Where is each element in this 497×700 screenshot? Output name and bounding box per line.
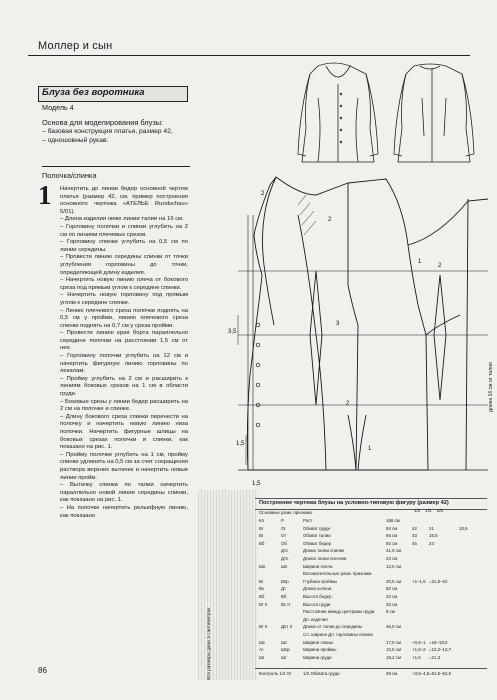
table-cell: 18,2 см xyxy=(386,654,401,660)
table-cell: +0,5–1 xyxy=(412,639,426,645)
dim-label: 1,5 xyxy=(252,481,261,487)
table-cell: Длина талии полочки xyxy=(303,556,347,561)
paragraph: – Вытачку спинки по талии начертить параллельно новой линии середины спинки, как показано на рис. 1. xyxy=(60,482,188,504)
table-cell: 84 см xyxy=(386,525,398,531)
instructions-text xyxy=(60,186,188,520)
dim-label: 1,5 xyxy=(236,441,245,447)
dim-label: 1 xyxy=(368,446,372,452)
table-cell: 66 см xyxy=(386,533,398,539)
dim-label: 3,5 xyxy=(228,329,237,335)
table-cell: Высота груди xyxy=(303,601,331,607)
table-cell: Шг xyxy=(259,654,265,660)
paragraph: – Горловину полочки и спинки углубить на 2 см по линиям плечевых срезов. xyxy=(60,223,188,238)
table-cell: 10,5 xyxy=(459,525,468,531)
basis-item: – одношовный рукав. xyxy=(42,136,109,144)
paragraph: Начертить до линии бедер основной чертеж платья (размер 42, см. пример построения основного чертежа «АТЕЛЬЕ Rundschau» 5/01). xyxy=(60,186,188,215)
table-cell: Шп xyxy=(281,563,288,569)
dim-label: 1 xyxy=(418,259,422,265)
table-cell: Об xyxy=(281,540,287,546)
table-cell: =51,5–52,5 xyxy=(429,671,452,676)
table-cell: 33 xyxy=(412,533,417,539)
dim-label: 2 xyxy=(261,191,265,197)
table-rule xyxy=(255,498,487,499)
dim-label: 2 xyxy=(438,263,442,269)
table-cell: Дпт II xyxy=(281,624,293,630)
table-cell: +1–1,5 xyxy=(412,578,426,584)
paragraph: – Начертить новую горловину под прямым углом к середине спинки. xyxy=(60,292,188,306)
table-cell: +1,5 xyxy=(412,654,421,660)
table-cell: Ширина проймы xyxy=(303,647,337,653)
table-cell: Расстояние между центрами груди xyxy=(303,609,375,615)
table-cell: =21,5–22 xyxy=(429,578,448,584)
running-header: Моллер и сын xyxy=(38,40,113,52)
col-header: 1/4 xyxy=(425,508,432,513)
table-cell: 10,5 см xyxy=(386,647,401,653)
basis-heading: Основа для моделирования блузы: xyxy=(42,118,164,127)
table-cell: +3,5–4,5 xyxy=(412,671,430,676)
table-cell: Обхват бедер xyxy=(303,540,332,546)
table-cell: 46 xyxy=(412,540,417,546)
table-cell: Кл xyxy=(259,518,265,523)
table-cell: Ширина груди xyxy=(303,654,332,660)
table-cell: +1,5–2 xyxy=(412,647,426,653)
table-cell: 16,5 xyxy=(429,533,438,539)
table-cell: Вб xyxy=(281,594,287,599)
table-cell: 60 см xyxy=(386,586,398,592)
table-cell: 17,5 см xyxy=(386,639,401,645)
side-slit-front xyxy=(348,415,356,470)
side-slit-back xyxy=(358,415,366,470)
table-cell: 20,5 см xyxy=(386,578,401,584)
table-subheader: Основные разм. признаки xyxy=(259,510,312,515)
table-cell: Обхват груди xyxy=(303,525,330,531)
table-cell: Высота бедер xyxy=(303,594,332,599)
table-cell: Вс II xyxy=(281,601,290,607)
back-armhole xyxy=(426,315,460,335)
buttons xyxy=(256,323,260,427)
table-cell: Вг xyxy=(259,578,264,584)
table-cell: Дл. изделия xyxy=(303,616,328,622)
table-cell: =12,2–12,7 xyxy=(429,647,452,653)
table-cell: 26 см xyxy=(386,601,398,607)
paragraph: – Горловину полочки углубить на 12 см и начертить фигурную линию горловины по лекалам. xyxy=(60,353,188,375)
table-cell: 9 см xyxy=(386,609,395,615)
back-outline xyxy=(348,179,428,470)
table-cell: 168 см xyxy=(386,518,400,523)
article-title: Блуза без воротника xyxy=(42,87,145,98)
basis-item: – базовая конструкция платья, размер 42, xyxy=(42,128,173,135)
table-cell: Вг xyxy=(259,525,264,531)
paragraph: – Линию плечевого среза полочки поднять на 0,5 см у пройми, линию плечевого среза спинки поднять на 0,7 см у среза пройми. xyxy=(60,307,188,329)
paragraph: – Провести линию края борта параллельно середине полочки на расстоянии 1,5 см от нее. xyxy=(60,330,188,352)
table-cell: Вб xyxy=(259,540,265,546)
table-cell: Р xyxy=(281,518,284,523)
table-cell: Шс xyxy=(259,639,266,645)
table-cell: Вт II xyxy=(259,601,268,607)
table-cell: Шс xyxy=(281,639,288,645)
table-cell: Ширина спины xyxy=(303,639,334,645)
table-cell: Обхват талии xyxy=(303,533,331,539)
dim-label: 2 xyxy=(328,217,332,223)
table-cell: =21,3 xyxy=(429,654,441,660)
paragraph: – На полочке начертить рельефную линию, как показано xyxy=(60,504,188,519)
table-cell: 20 см xyxy=(386,594,398,599)
table-cell: Контроль 1/2 Ог xyxy=(259,671,292,676)
back-center xyxy=(466,199,468,470)
back-dart xyxy=(434,335,446,400)
header-rule xyxy=(28,55,470,56)
table-cell: 12,5 см xyxy=(386,563,401,569)
back-shoulder xyxy=(408,199,488,245)
basis-list xyxy=(42,128,173,145)
table-cell: Длина колена xyxy=(303,586,332,592)
table-cell: 42 xyxy=(412,525,417,531)
back-upper-dart xyxy=(434,275,446,335)
table-cell: Длина талии спинки xyxy=(303,548,344,554)
table-cell: Сл. ширина Дл. горловины спинки xyxy=(303,632,373,637)
table-cell: Вк xyxy=(259,586,264,592)
table-cell: Аг xyxy=(259,647,264,653)
paragraph: – Длина изделия ниже линии талии на 16 см. xyxy=(60,216,184,223)
paragraph: – Боковые срезы у линии бедер расширить на 2 см на полочке и спинке. xyxy=(60,398,188,413)
paragraph: – Горловину спинки углубить на 0,5 см по линии середины. xyxy=(60,239,188,253)
table-cell: 41,5 см xyxy=(386,548,401,554)
paragraph: – Начертить новую линию плеча от бокового среза под прямым углом к середине спинки. xyxy=(60,277,188,291)
table-title: Построение чертежа блузы на условно-типовую фигуру (размер 42) xyxy=(259,500,449,506)
col-header: 1/2 xyxy=(414,508,421,513)
table-cell: 21 xyxy=(429,525,434,531)
table-cell: Дтп xyxy=(281,556,289,561)
table-cell: =18–18,5 xyxy=(429,639,448,645)
blouse-sketches xyxy=(296,58,478,170)
table-cell: 43 см xyxy=(386,556,398,561)
table-cell: Шп xyxy=(259,563,266,569)
table-cell: Дт xyxy=(281,586,286,592)
table-cell: 92 см xyxy=(386,540,398,546)
paragraph: – Длину бокового среза спинки перенести на полочку и начертить новую линию низа полочки. Начертить фигурные шлицы на боковых срезах полочки и спинки, как показано на рис. 1. xyxy=(60,413,188,451)
table-cell: Вт II xyxy=(259,624,268,630)
table-cell: Шг xyxy=(281,654,287,660)
table-cell: 23 xyxy=(429,540,434,546)
table-cell: Ширина плеча xyxy=(303,563,333,569)
units-vertical-label: Все размеры даны в сантиметрах xyxy=(206,607,211,680)
paragraph: – Пройму полочки углубить на 1 см, пройму спинки удлинить на 0,5 см за счет сокращения раствора верхних вытачек и начертить новые линии пройм. xyxy=(60,451,188,481)
back-view-sketch xyxy=(394,64,474,162)
table-cell: Глубина проймы xyxy=(303,578,337,584)
table-cell: Рост xyxy=(303,518,313,523)
page-number: 86 xyxy=(38,666,47,675)
table-cell: Ог xyxy=(281,525,287,531)
length-vertical-label: длина 16 см от талии xyxy=(488,362,494,412)
front-view-sketch xyxy=(298,63,378,162)
table-cell: Дтс xyxy=(281,548,289,554)
dim-label: 3 xyxy=(336,321,340,327)
paragraph: – Провести линию середины спинки от точки углубления горловины до точки, определяющей длину изделия. xyxy=(60,254,188,276)
table-cell: Вб xyxy=(259,594,265,599)
paragraph: – Пройму углубить на 2 см и расширить к линиям боковых срезов на 1 см в области груди. xyxy=(60,375,188,398)
table-cell: Длина от талии до середины xyxy=(303,624,362,630)
dim-label: 2 xyxy=(346,401,350,407)
table-cell: 48 см xyxy=(386,671,398,676)
table-col-headers xyxy=(414,508,443,513)
table-rule xyxy=(255,668,487,669)
pattern-draft xyxy=(198,175,493,495)
table-cell: Вт xyxy=(259,533,264,539)
section-heading: Полочка/спинка xyxy=(42,166,190,180)
table-cell: Вспомогательные разм. признаки xyxy=(303,571,372,577)
step-number: 1 xyxy=(38,180,52,210)
col-header: 1/8 xyxy=(436,508,443,513)
table-cell: От xyxy=(281,533,287,539)
table-cell: 46,5 см xyxy=(386,624,401,630)
model-number: Модель 4 xyxy=(42,103,74,112)
table-cell: Впр xyxy=(281,578,289,584)
table-cell: Шпр xyxy=(281,647,290,653)
table-cell: 1/2 Обхвата груди xyxy=(303,671,340,676)
